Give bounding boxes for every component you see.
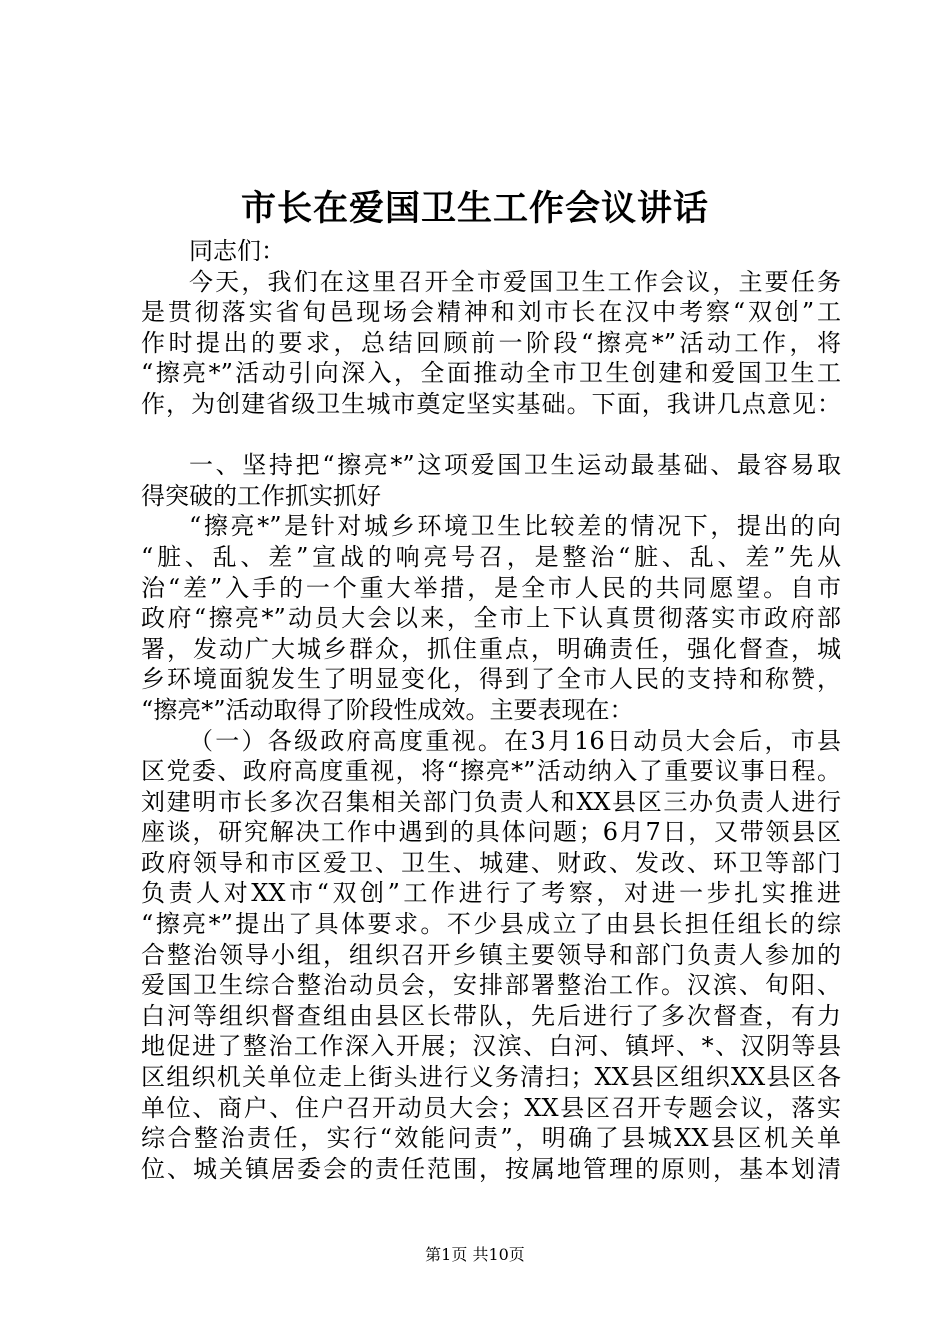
paragraph-line: 单位、商户、住户召开动员大会；XX县区召开专题会议，落实: [141, 1093, 841, 1122]
paragraph-line: “擦亮*”活动取得了阶段性成效。主要表现在：: [141, 695, 634, 724]
paragraph-line: “擦亮*”提出了具体要求。不少县成立了由县长担任组长的综: [141, 910, 841, 939]
paragraph-line: 今天，我们在这里召开全市爱国卫生工作会议，主要任务: [189, 267, 841, 296]
paragraph-line: 乡环境面貌发生了明显变化，得到了全市人民的支持和称赞，: [141, 665, 841, 694]
paragraph-line: 白河等组织督查组由县区长带队，先后进行了多次督查，有力: [141, 1001, 841, 1030]
salutation: 同志们：: [189, 237, 285, 265]
section-heading-line: 得突破的工作抓实抓好: [141, 481, 381, 510]
paragraph-line: “擦亮*”活动引向深入，全面推动全市卫生创建和爱国卫生工: [141, 359, 841, 388]
paragraph-line: “擦亮*”是针对城乡环境卫生比较差的情况下，提出的向: [189, 512, 841, 541]
paragraph-line: 刘建明市长多次召集相关部门负责人和XX县区三办负责人进行: [141, 787, 841, 816]
paragraph-line: 是贯彻落实省旬邑现场会精神和刘市长在汉中考察“双创”工: [141, 298, 841, 327]
page-footer: 第1页 共10页: [425, 1245, 525, 1264]
paragraph-spacer: [141, 420, 841, 451]
paragraph-line: 区组织机关单位走上街头进行义务清扫；XX县区组织XX县区各: [141, 1063, 841, 1092]
paragraph-line: （一）各级政府高度重视。在3月16日动员大会后，市县: [189, 726, 841, 755]
paragraph-line: 合整治领导小组，组织召开乡镇主要领导和部门负责人参加的: [141, 940, 841, 969]
paragraph-line: 综合整治责任，实行“效能问责”，明确了县城XX县区机关单: [141, 1124, 841, 1153]
paragraph-line: 爱国卫生综合整治动员会，安排部署整治工作。汉滨、旬阳、: [141, 971, 841, 1000]
paragraph-line: 位、城关镇居委会的责任范围，按属地管理的原则，基本划清: [141, 1154, 841, 1183]
paragraph-line: 座谈，研究解决工作中遇到的具体问题；6月7日，又带领县区: [141, 818, 841, 847]
paragraph-line: 地促进了整治工作深入开展；汉滨、白河、镇坪、*、汉阴等县: [141, 1032, 841, 1061]
paragraph-line: 治“差”入手的一个重大举措，是全市人民的共同愿望。自市: [141, 573, 841, 602]
paragraph-line: 区党委、政府高度重视，将“擦亮*”活动纳入了重要议事日程。: [141, 757, 841, 786]
section-heading-line: 一、坚持把“擦亮*”这项爱国卫生运动最基础、最容易取: [189, 451, 841, 480]
paragraph-line: 署，发动广大城乡群众，抓住重点，明确责任，强化督查，城: [141, 634, 841, 663]
paragraph-line: “脏、乱、差”宣战的响亮号召，是整治“脏、乱、差”先从: [141, 542, 841, 571]
paragraph-line: 作时提出的要求，总结回顾前一阶段“擦亮*”活动工作，将: [141, 328, 841, 357]
paragraph-line: 负责人对XX市“双创”工作进行了考察，对进一步扎实推进: [141, 879, 841, 908]
document-title: 市长在爱国卫生工作会议讲话: [240, 188, 709, 229]
paragraph-line: 政府“擦亮*”动员大会以来，全市上下认真贯彻落实市政府部: [141, 604, 841, 633]
paragraph-line: 作，为创建省级卫生城市奠定坚实基础。下面，我讲几点意见：: [141, 389, 841, 418]
paragraph-line: 政府领导和市区爱卫、卫生、城建、财政、发改、环卫等部门: [141, 848, 841, 877]
document-body: [141, 236, 841, 1184]
